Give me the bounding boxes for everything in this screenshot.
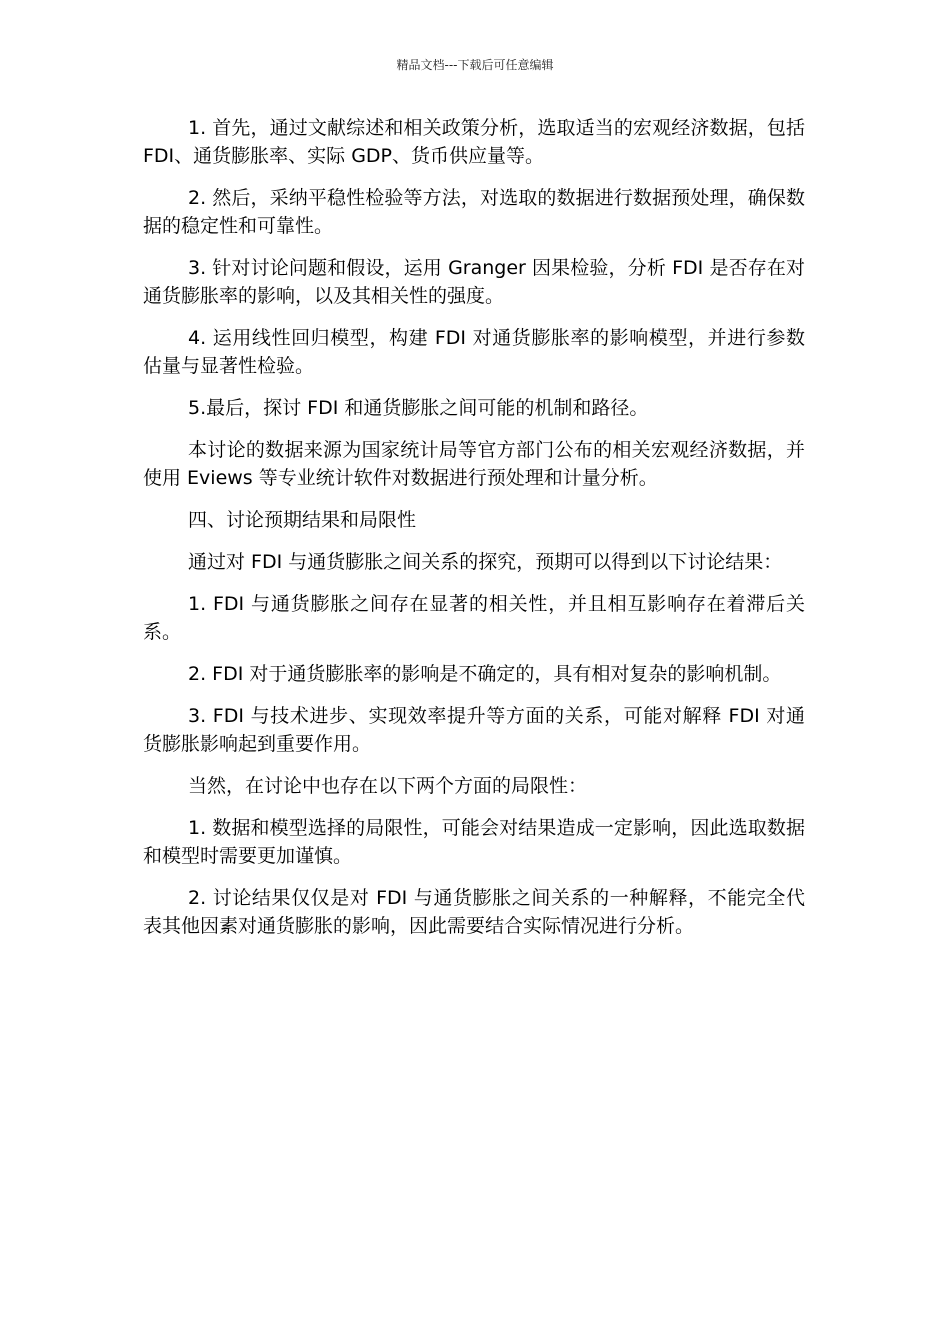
paragraph-method-step-1: 1. 首先，通过文献综述和相关政策分析，选取适当的宏观经济数据，包括 FDI、通货膨胀率、实际 GDP、货币供应量等。 xyxy=(143,117,805,167)
page-header: 精品文档---下载后可任意编辑 xyxy=(396,58,554,72)
paragraph-limitation-1: 1. 数据和模型选择的局限性，可能会对结果造成一定影响，因此选取数据和模型时需要更加谨慎。 xyxy=(143,817,805,867)
section-heading-expected-results: 四、讨论预期结果和局限性 xyxy=(188,509,417,531)
paragraph-result-1: 1. FDI 与通货膨胀之间存在显著的相关性，并且相互影响存在着滞后关系。 xyxy=(143,593,805,643)
paragraph-data-source: 本讨论的数据来源为国家统计局等官方部门公布的相关宏观经济数据，并使用 Eviews 等专业统计软件对数据进行预处理和计量分析。 xyxy=(143,439,805,489)
paragraph-method-step-4: 4. 运用线性回归模型，构建 FDI 对通货膨胀率的影响模型，并进行参数估量与显著性检验。 xyxy=(143,327,805,377)
paragraph-limitations-intro: 当然，在讨论中也存在以下两个方面的局限性： xyxy=(188,775,588,797)
paragraph-limitation-2: 2. 讨论结果仅仅是对 FDI 与通货膨胀之间关系的一种解释，不能完全代表其他因素对通货膨胀的影响，因此需要结合实际情况进行分析。 xyxy=(143,887,805,937)
paragraph-method-step-5: 5.最后，探讨 FDI 和通货膨胀之间可能的机制和路径。 xyxy=(188,397,649,419)
paragraph-results-intro: 通过对 FDI 与通货膨胀之间关系的探究，预期可以得到以下讨论结果： xyxy=(188,551,783,573)
paragraph-result-2: 2. FDI 对于通货膨胀率的影响是不确定的，具有相对复杂的影响机制。 xyxy=(188,663,782,685)
paragraph-method-step-2: 2. 然后，采纳平稳性检验等方法，对选取的数据进行数据预处理，确保数据的稳定性和可靠性。 xyxy=(143,187,805,237)
paragraph-result-3: 3. FDI 与技术进步、实现效率提升等方面的关系，可能对解释 FDI 对通货膨胀影响起到重要作用。 xyxy=(143,705,805,755)
paragraph-method-step-3: 3. 针对讨论问题和假设，运用 Granger 因果检验，分析 FDI 是否存在对通货膨胀率的影响，以及其相关性的强度。 xyxy=(143,257,805,307)
document-body xyxy=(143,114,805,954)
